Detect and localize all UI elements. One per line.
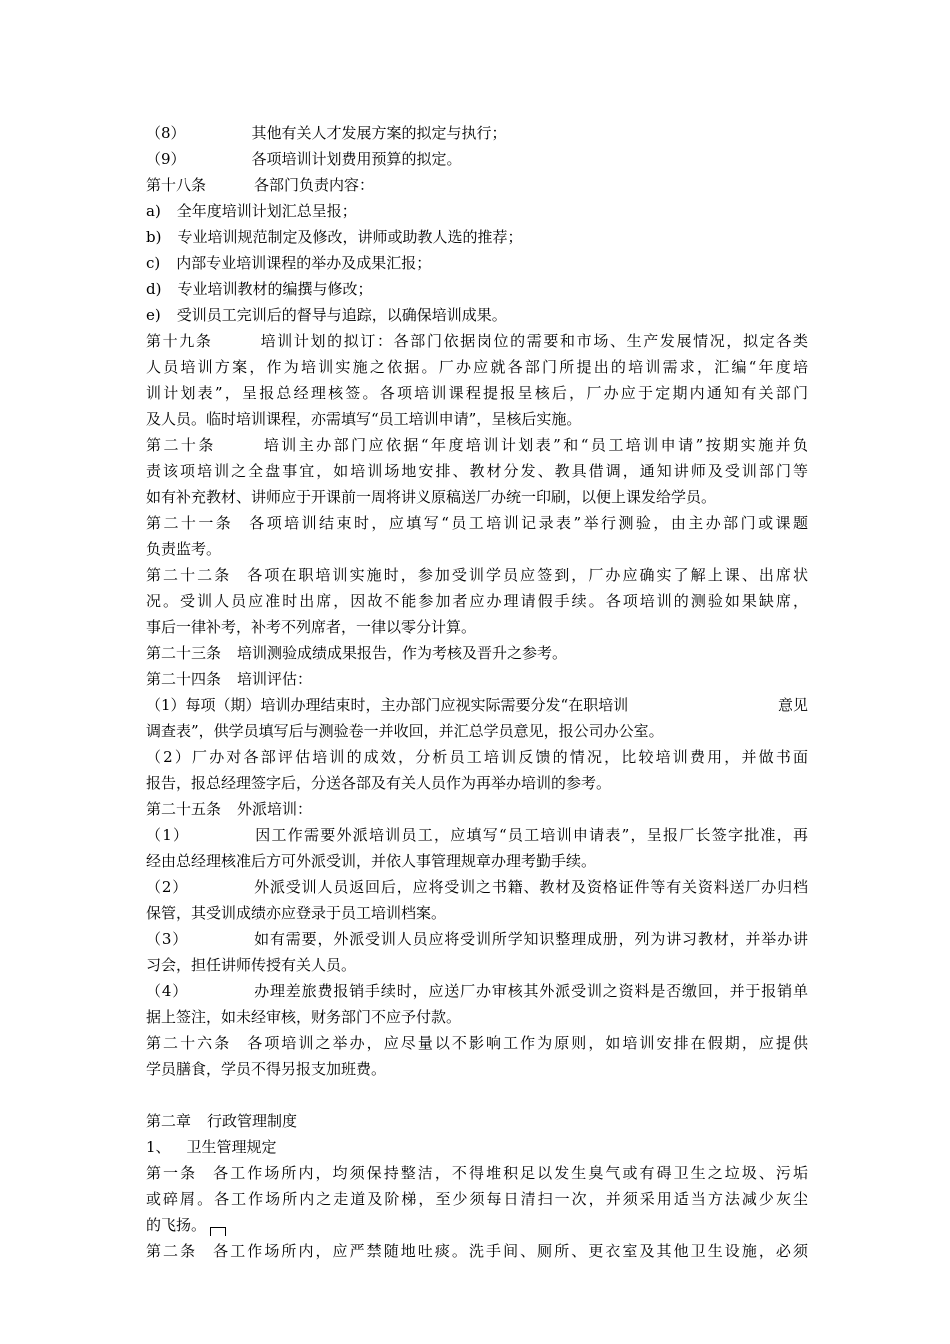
body-line: 报告，报总经理签字后，分送各部及有关人员作为再举办培训的参考。 [146, 774, 612, 792]
article-line: 第二十二条 各项在职培训实施时，参加受训学员应签到，厂办应确实了解上课、出席状 [146, 566, 808, 584]
body-line: 人员培训方案，作为培训实施之依据。厂办应就各部门所提出的培训需求，汇编“年度培 [146, 358, 808, 376]
section-heading: 1、 卫生管理规定 [146, 1138, 277, 1156]
clause-line: （9） 各项培训计划费用预算的拟定。 [146, 150, 462, 168]
list-item: b) 专业培训规范制定及修改，讲师或助教人选的推荐； [146, 228, 523, 246]
article-heading: 第二十五条 外派培训： [146, 800, 313, 818]
article-line: 第二十条 培训主办部门应依据“年度培训计划表”和“员工培训申请”按期实施并负 [146, 436, 808, 454]
body-line: 如有补充教材、讲师应于开课前一周将讲义原稿送厂办统一印刷，以便上课发给学员。 [146, 488, 717, 506]
article-line: 第二十一条 各项培训结束时，应填写“员工培训记录表”举行测验，由主办部门或课题 [146, 514, 808, 532]
article-line: 第二十六条 各项培训之举办，应尽量以不影响工作为原则，如培训安排在假期，应提供 [146, 1034, 808, 1052]
clause-line: （2） 外派受训人员返回后，应将受训之书籍、教材及资格证件等有关资料送厂办归档 [146, 878, 808, 896]
body-line: 习会，担任讲师传授有关人员。 [146, 956, 357, 974]
body-line: 负责监考。 [146, 540, 222, 558]
body-line: 事后一律补考，补考不列席者，一律以零分计算。 [146, 618, 477, 636]
body-line: 及人员。临时培训课程，亦需填写“员工培训申请”，呈核后实施。 [146, 410, 582, 428]
body-line: 保管，其受训成绩亦应登录于员工培训档案。 [146, 904, 447, 922]
clause-line: （1） 因工作需要外派培训员工，应填写“员工培训申请表”，呈报厂长签字批准，再 [146, 826, 809, 844]
body-line: 或碎屑。各工作场所内之走道及阶梯，至少须每日清扫一次，并须采用适当方法减少灰尘 [146, 1190, 808, 1208]
text-cursor-mark [210, 1227, 226, 1236]
body-line: 学员膳食，学员不得另报支加班费。 [146, 1060, 387, 1078]
list-item: e) 受训员工完训后的督导与追踪，以确保培训成果。 [146, 306, 507, 324]
clause-line: （4） 办理差旅费报销手续时，应送厂办审核其外派受训之资料是否缴回，并于报销单 [146, 982, 808, 1000]
article-line: 第十九条 培训计划的拟订：各部门依据岗位的需要和市场、生产发展情况，拟定各类 [146, 332, 808, 350]
chapter-heading: 第二章 行政管理制度 [146, 1112, 298, 1130]
body-line: （2）厂办对各部评估培训的成效，分析员工培训反馈的情况，比较培训费用，并做书面 [146, 748, 808, 766]
body-line: 据上签注，如未经审核，财务部门不应予付款。 [146, 1008, 462, 1026]
article-heading: 第十八条 各部门负责内容： [146, 176, 375, 194]
clause-line: （3） 如有需要，外派受训人员应将受训所学知识整理成册，列为讲习教材，并举办讲 [146, 930, 808, 948]
body-line: 训计划表”，呈报总经理核签。各项培训课程提报呈核后，厂办应于定期内通知有关部门 [146, 384, 808, 402]
list-item: c) 内部专业培训课程的举办及成果汇报； [146, 254, 432, 272]
article-heading: 第二十四条 培训评估： [146, 670, 313, 688]
body-line: 况。受训人员应准时出席，因故不能参加者应办理请假手续。各项培训的测验如果缺席， [146, 592, 808, 610]
list-item: d) 专业培训教材的编撰与修改； [146, 280, 373, 298]
article-line: 第二条 各工作场所内，应严禁随地吐痰。洗手间、厕所、更衣室及其他卫生设施，必须 [146, 1242, 808, 1260]
article-line: 第二十三条 培训测验成绩成果报告，作为考核及晋升之参考。 [146, 644, 568, 662]
clause-line: （8） 其他有关人才发展方案的拟定与执行； [146, 124, 507, 142]
body-line: 责该项培训之全盘事宜，如培训场地安排、教材分发、教具借调，通知讲师及受训部门等 [146, 462, 808, 480]
list-item: a) 全年度培训计划汇总呈报； [146, 202, 357, 220]
body-line: 经由总经理核准后方可外派受训，并依人事管理规章办理考勤手续。 [146, 852, 597, 870]
body-line: （1）每项（期）培训办理结束时，主办部门应视实际需要分发“在职培训 意见 [146, 696, 808, 714]
body-line: 调查表”，供学员填写后与测验卷一并收回，并汇总学员意见，报公司办公室。 [146, 722, 664, 740]
article-line: 第一条 各工作场所内，均须保持整洁，不得堆积足以发生臭气或有碍卫生之垃圾、污垢 [146, 1164, 808, 1182]
body-line: 的飞扬。 [146, 1212, 808, 1238]
